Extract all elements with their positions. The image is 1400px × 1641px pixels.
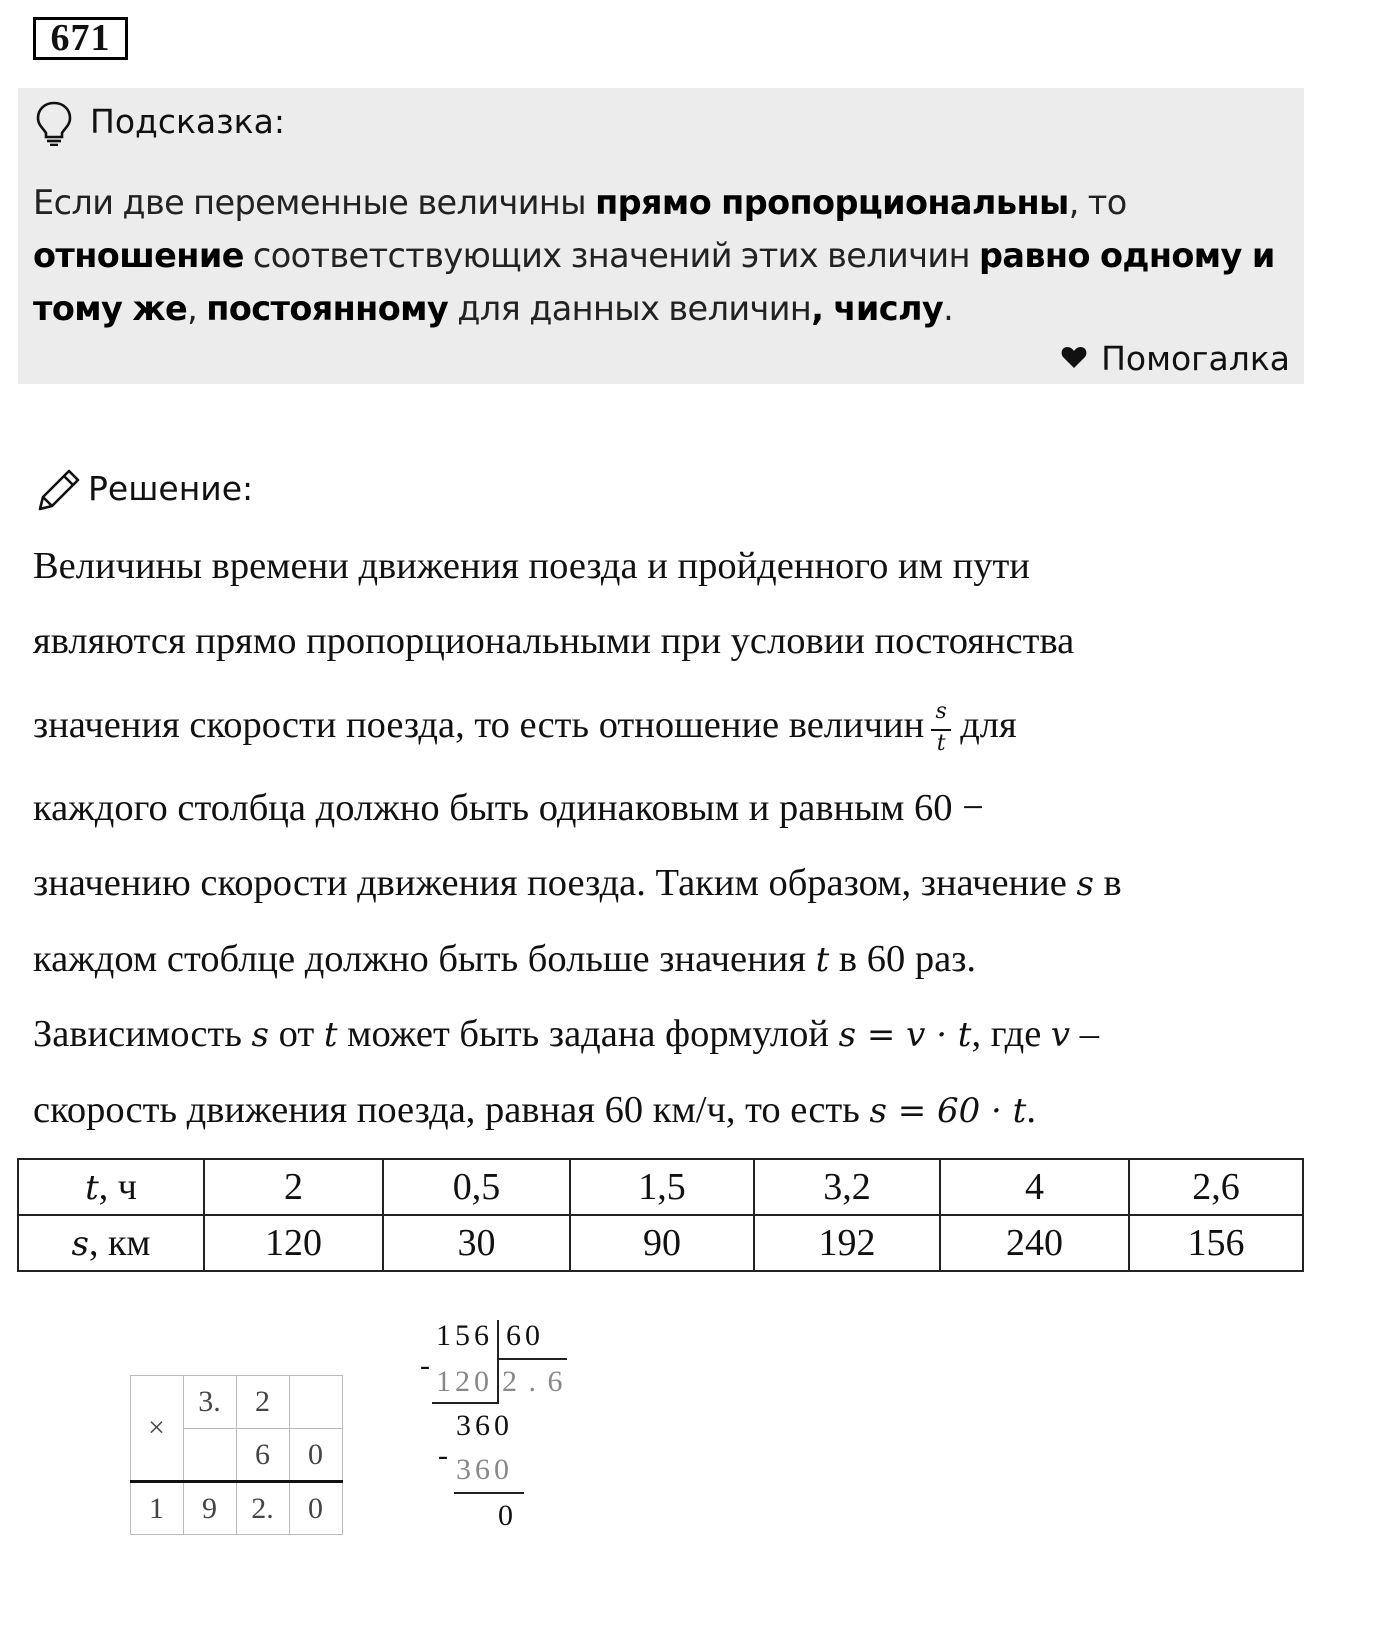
table-cell: 3,2 [754,1159,940,1215]
quotient: 2 . 6 [502,1365,565,1398]
solution-title: Решение: [88,469,254,508]
subtrahend-2: 360 [456,1453,513,1486]
solution-line-2: являются прямо пропорциональными при условии постоянства [33,620,1075,662]
table-cell: 2 [204,1159,383,1215]
table-cell: 0,5 [383,1159,570,1215]
pencil-icon [36,467,82,513]
table-row-s [18,1215,1303,1271]
table-cell: 2,6 [1129,1159,1303,1215]
remainder-2: 0 [498,1499,517,1532]
table-cell: 1,5 [570,1159,754,1215]
minus-sign: - [420,1349,434,1382]
remainder-1: 360 [456,1409,513,1442]
mult-digit: 6 [255,1438,270,1471]
solution-line-3: значения скорости поезда, то есть отношение величин $\frac{s}{t}$ для [33,699,1017,756]
minus-sign: - [438,1439,452,1472]
solution-line-7: Зависимость s от t может быть задана формулой s = v · t, где v – [33,1013,1100,1055]
mult-result-digit: 0 [308,1492,323,1525]
solution-line-1: Величины времени движения поезда и пройденного им пути [33,545,1030,587]
brand-text: Помогалка [1101,339,1290,378]
mult-digit: 0 [308,1438,323,1471]
multiply-sign: × [148,1411,165,1444]
table-cell: 90 [570,1215,754,1271]
fraction-s-over-t: $\frac{s}{t}$ [928,698,954,758]
table-cell: 240 [940,1215,1129,1271]
table-cell: 192 [754,1215,940,1271]
mult-result-digit: 1 [149,1492,164,1525]
mult-result-digit: 2. [251,1492,274,1525]
problem-number: 671 [33,17,128,60]
lightbulb-icon [34,100,74,146]
table-cell: 30 [383,1215,570,1271]
mult-digit: 2 [255,1385,270,1418]
solution-line-6: каждом стоблце должно быть больше значения t в 60 раз. [33,938,977,980]
solution-line-5: значению скорости движения поезда. Таким образом, значение s в [33,862,1122,904]
subtrahend-1: 120 [436,1365,493,1398]
long-division-work [420,1318,590,1538]
solution-line-8: скорость движения поезда, равная 60 км/ч, то есть s = 60 · t. [33,1089,1036,1131]
table-row-t [18,1159,1303,1215]
heart-icon [1061,345,1087,369]
divisor: 60 [506,1319,544,1352]
hint-text: Если две переменные величины прямо пропорциональны, то отношение соответствующих значений этих величин равно одному и тому же, постоянному для данных величин, числу. [33,183,1275,328]
table-cell: 156 [1129,1215,1303,1271]
table-cell: 4 [940,1159,1129,1215]
dividend: 156 [436,1319,493,1352]
table-cell: 120 [204,1215,383,1271]
table-header-s: s, км [18,1215,204,1271]
hint-title: Подсказка: [90,102,285,141]
brand-label [1101,337,1290,381]
mult-result-digit: 9 [202,1492,217,1525]
values-table [17,1158,1304,1272]
mult-digit: 3. [198,1385,221,1418]
solution-line-4: каждого столбца должно быть одинаковым и равным 60 − [33,787,984,829]
table-header-t: t, ч [18,1159,204,1215]
